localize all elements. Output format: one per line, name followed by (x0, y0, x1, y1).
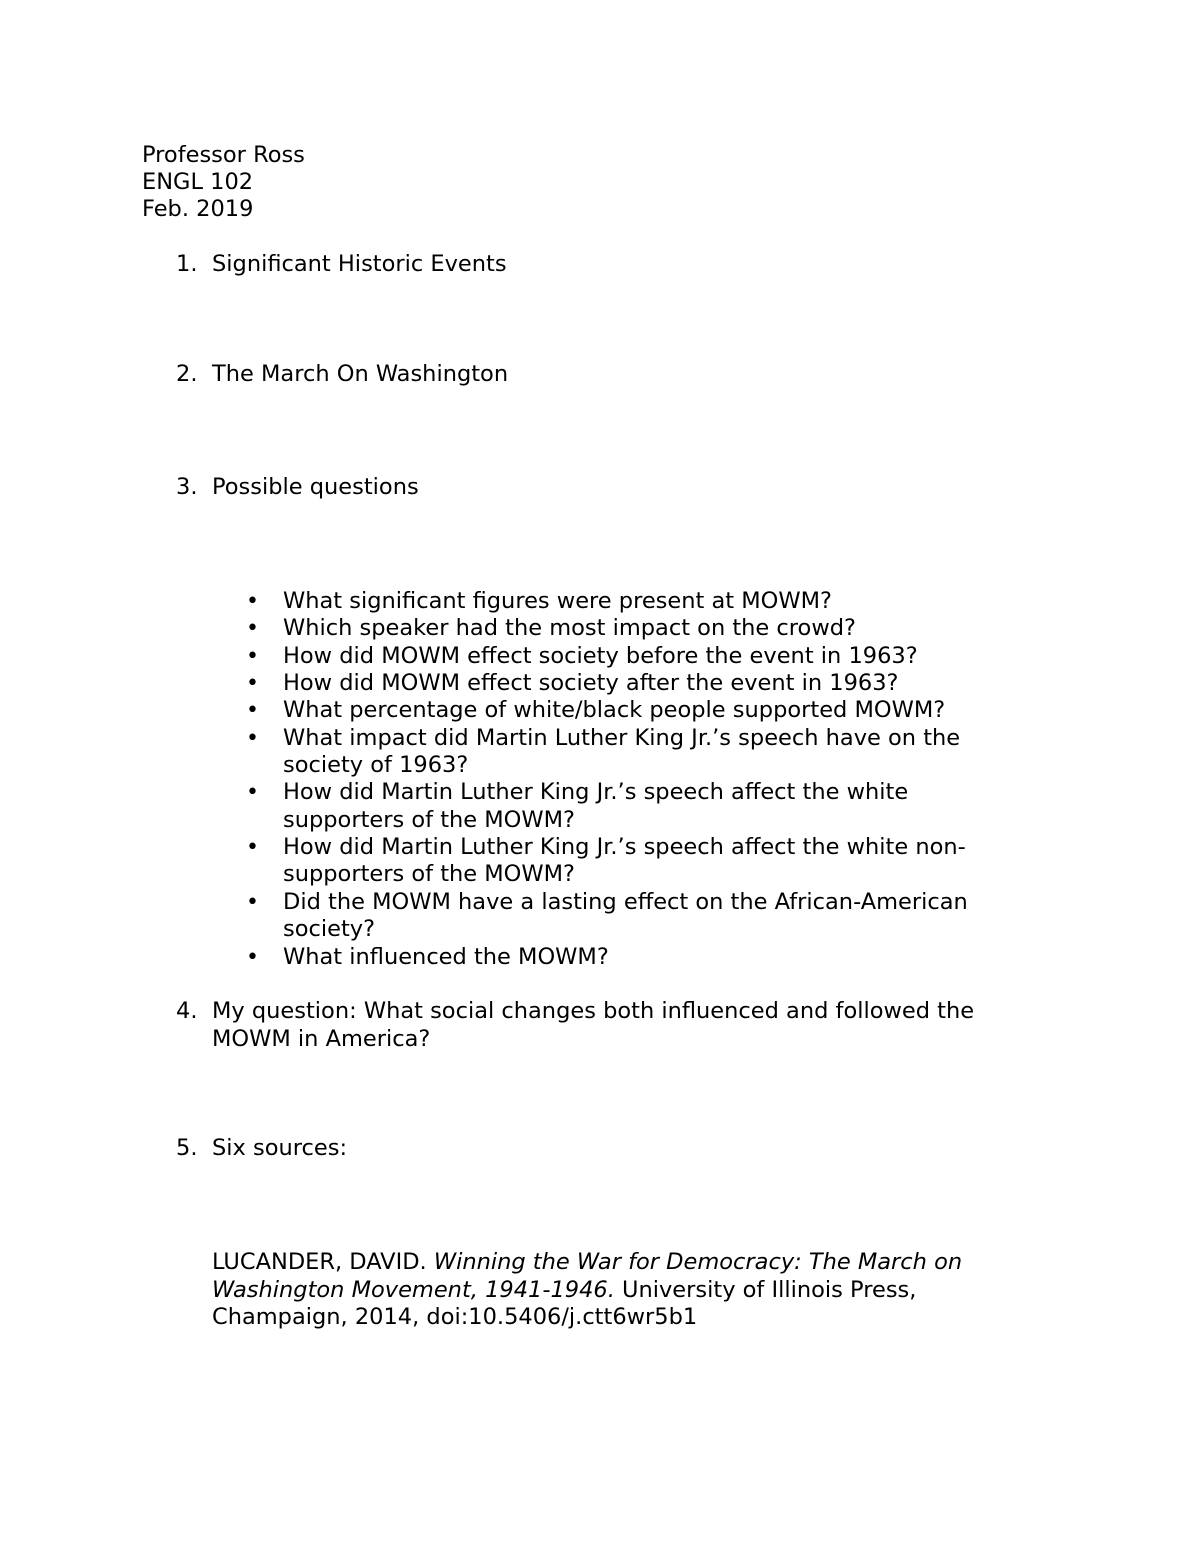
document-date: Feb. 2019 (142, 196, 254, 222)
question-text: How did Martin Luther King Jr.’s speech affect the white (283, 779, 909, 805)
question-text: What influenced the MOWM? (283, 944, 609, 970)
question-text-continued: society of 1963? (283, 752, 469, 778)
section-number: 5. (176, 1135, 198, 1161)
bullet-icon: • (246, 780, 259, 805)
bullet-icon: • (246, 616, 259, 641)
bullet-icon: • (246, 835, 259, 860)
question-text: What significant figures were present at MOWM? (283, 588, 832, 614)
question-text-continued: supporters of the MOWM? (283, 807, 575, 833)
citation-author: LUCANDER, DAVID. (212, 1249, 434, 1275)
section-title: My question: What social changes both influenced and followed the (212, 998, 975, 1024)
question-text: How did MOWM effect society after the event in 1963? (283, 670, 899, 696)
question-text: What impact did Martin Luther King Jr.’s speech have on the (283, 725, 961, 751)
question-text-continued: society? (283, 916, 376, 942)
section-title-continued: MOWM in America? (212, 1026, 431, 1052)
bullet-icon: • (246, 644, 259, 669)
section-title: Six sources: (212, 1135, 348, 1161)
bullet-icon: • (246, 698, 259, 723)
question-text: What percentage of white/black people supported MOWM? (283, 697, 946, 723)
question-text: Which speaker had the most impact on the crowd? (283, 615, 856, 641)
citation-line-2 (212, 1277, 916, 1304)
section-title: Possible questions (212, 474, 419, 500)
bullet-icon: • (246, 671, 259, 696)
bullet-icon: • (246, 726, 259, 751)
bullet-icon: • (246, 589, 259, 614)
question-text-continued: supporters of the MOWM? (283, 861, 575, 887)
citation-line-1 (212, 1249, 962, 1276)
section-number: 2. (176, 361, 198, 387)
bullet-icon: • (246, 890, 259, 915)
question-text: How did Martin Luther King Jr.’s speech affect the white non- (283, 834, 966, 860)
section-title: Significant Historic Events (212, 251, 507, 277)
section-number: 3. (176, 474, 198, 500)
citation-title: Winning the War for Democracy: The March on (433, 1249, 963, 1275)
section-title: The March On Washington (212, 361, 509, 387)
question-text: How did MOWM effect society before the event in 1963? (283, 643, 918, 669)
section-number: 1. (176, 251, 198, 277)
question-text: Did the MOWM have a lasting effect on the African-American (283, 889, 968, 915)
citation-publisher: University of Illinois Press, (614, 1277, 917, 1303)
bullet-icon: • (246, 945, 259, 970)
professor-name: Professor Ross (142, 142, 305, 168)
citation-line-3: Champaign, 2014, doi:10.5406/j.ctt6wr5b1 (212, 1304, 698, 1330)
section-number: 4. (176, 998, 198, 1024)
course-code: ENGL 102 (142, 169, 254, 195)
citation-title-continued: Washington Movement, 1941-1946. (212, 1277, 615, 1303)
